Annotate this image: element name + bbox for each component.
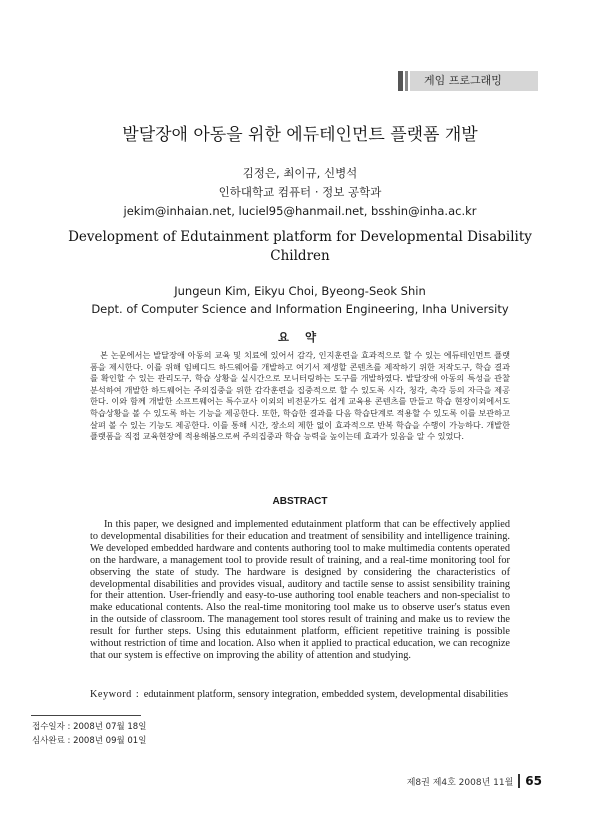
abstract-korean: 본 논문에서는 발달장애 아동의 교육 및 치료에 있어서 감각, 인지훈련을 효과적으로 할 수 있는 에듀테인먼트 플랫폼을 제시한다. 이를 위해 임베디드 하드웨어를 개발하고 여기서 제생할 콘텐츠를 제작하기 위한 저작도구, 학습 결과를 확인할 수 있는 관리도구, 학습 상황을 실시간으로 모니터링하는 도구를 개발하였다. 발달장애 아동의 특성을 관찰 분석하여 개발한 하드웨어는 주의집중을 위한 감각훈련을 집중적으로 할 수 있도록 시각, 청각, 촉각 등의 자극을 제공한다. 이와 함께 개발한 소프트웨어는 특수교사 이외의 비전문가도 쉽게 교육용 콘텐츠를 만들고 학습 현장이외에서도 학습상황을 볼 수 있도록 하는 기능을 제공한다. 또한, 학습한 결과를 다음 학습단계로 적용할 수 있도록 이를 보관하고 살펴 볼 수 있는 기능도 제공한다. 이를 통해 시간, 장소의 제한 없이 효과적으로 반복 학습을 수행이 가능하다. 개발한 플랫폼을 직접 교육현장에 적용해봄으로써 주의집중과 학습 능력을 높이는데 효과가 있음을 알 수 있었다. bbox=[90, 350, 510, 442]
received-date: 접수일자 : 2008년 07월 18일 bbox=[32, 722, 147, 732]
section-tag-label: 게임 프로그래밍 bbox=[410, 71, 538, 91]
author-emails: jekim@inhaian.net, luciel95@hanmail.net, bsshin@inha.ac.kr bbox=[123, 204, 477, 218]
authors-block-korean bbox=[0, 164, 600, 221]
keywords-separator: : bbox=[135, 689, 139, 700]
page-footer bbox=[407, 774, 542, 788]
accepted-date: 심사완료 : 2008년 09월 01일 bbox=[32, 735, 147, 746]
authors-block-english bbox=[0, 282, 600, 318]
footer-issue: 제8권 제4호 2008년 11월 bbox=[406, 777, 514, 788]
section-tag bbox=[398, 71, 538, 91]
paper-title-korean: 발달장애 아동을 위한 에듀테인먼트 플랫폼 개발 bbox=[122, 125, 478, 145]
affiliation-english: Dept. of Computer Science and Information Engineering, Inha University bbox=[91, 302, 509, 316]
abstract-english-heading: ABSTRACT bbox=[272, 496, 328, 507]
page-number: 65 bbox=[525, 774, 542, 788]
keywords bbox=[90, 689, 515, 702]
affiliation-korean: 인하대학교 컴퓨터 · 정보 공학과 bbox=[218, 185, 382, 199]
keywords-list: edutainment platform, sensory integration, embedded system, developmental disabilities bbox=[143, 689, 509, 700]
dates-divider bbox=[31, 715, 141, 716]
footer-divider bbox=[518, 774, 520, 788]
submission-dates bbox=[32, 721, 146, 748]
authors-korean: 김정은, 최이규, 신병석 bbox=[242, 166, 358, 180]
abstract-korean-heading: 요 약 bbox=[277, 330, 323, 344]
section-tag-bars bbox=[398, 71, 410, 91]
keywords-label: Keyword bbox=[90, 689, 132, 700]
authors-english: Jungeun Kim, Eikyu Choi, Byeong-Seok Shin bbox=[174, 284, 426, 298]
paper-title-english: Development of Edutainment platform for Developmental Disability Children bbox=[68, 229, 532, 264]
abstract-english: In this paper, we designed and implemented edutainment platform that can be effectively applied to developmental disabilities for their education and treatment of sensibility and intelligence training. We developed embedded hardware and contents authoring tool to make multimedia contents operated on the hardware, a management tool to provide result of training, and a real-time monitoring tool for observing the state of study. The hardware is designed by considering the characteristics of developmental disabilities and provides visual, auditory and tactile sense to assist sensibility training for their attention. User-friendly and easy-to-use authoring tool enable teachers and non-specialist to make educational contents. Also the real-time monitoring tool make us to observe user's status even in the outside of classroom. The management tool stores result of training and make us to review the result for further steps. Using this edutainment platform, efficient repetitive training is possible without restriction of time and location. Also when it applied to practical education, we can recognize that our system is effective on improving the ability of attention and studying. bbox=[90, 519, 510, 661]
